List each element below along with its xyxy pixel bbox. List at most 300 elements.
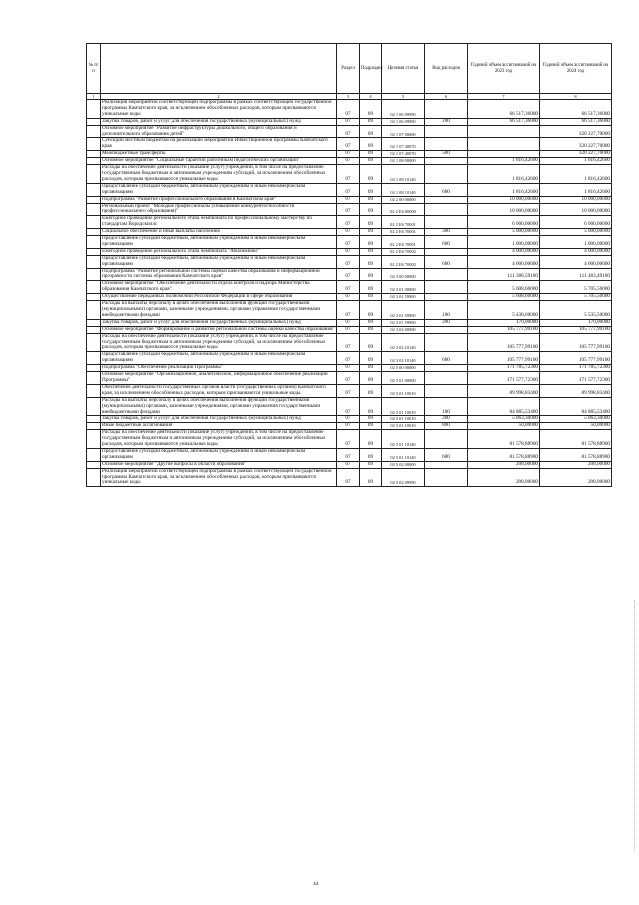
- row-amount-2023: 170,00000: [468, 319, 540, 326]
- row-podrazdel: 09: [360, 125, 382, 138]
- row-num: [87, 416, 101, 423]
- row-podrazdel: 09: [360, 281, 382, 294]
- table-row: [87, 333, 612, 352]
- row-vid: [425, 294, 468, 301]
- row-target-code: 02 5 01 10010: [382, 384, 425, 397]
- row-amount-2024: 1 816,42600: [540, 183, 612, 196]
- row-vid: [425, 384, 468, 397]
- row-amount-2023: 208,00000: [468, 461, 540, 468]
- row-name: Реализация мероприятий соответствующей подпрограммы в рамках соответствующей государственной программы Камчатского края, за исключением обособленных расходов, которым присваиваются уникальные коды: [101, 468, 337, 487]
- row-name: Ежегодное проведение регионального этапа чемпионата "Абилимпикс": [101, 248, 337, 255]
- row-target-code: 02 5 01 10140: [382, 430, 425, 449]
- row-name: Предоставление субсидий бюджетным, автономным учреждениям и иным некоммерческим организациям: [101, 255, 337, 268]
- row-target-code: 02 1 07 40070: [382, 151, 425, 158]
- table-row: [87, 430, 612, 449]
- row-amount-2024: 208,00000: [540, 468, 612, 487]
- row-name: Закупка товаров, работ и услуг для обеспечения государственных (муниципальных) нужд: [101, 319, 337, 326]
- row-num: [87, 281, 101, 294]
- table-row: [87, 281, 612, 294]
- row-razdel: 07: [337, 384, 360, 397]
- row-podrazdel: 09: [360, 255, 382, 268]
- row-target-code: 02 2 E6 70001: [382, 229, 425, 236]
- table-row: [87, 448, 612, 461]
- row-razdel: 07: [337, 248, 360, 255]
- row-amount-2024: 66 517,36000: [540, 118, 612, 125]
- row-amount-2024: 171 577,72300: [540, 372, 612, 385]
- row-vid: 600: [425, 236, 468, 249]
- row-name: Предоставление субсидий бюджетным, автономным учреждениям и иным некоммерческим организациям: [101, 236, 337, 249]
- row-podrazdel: 09: [360, 183, 382, 196]
- row-amount-2024: 5 000,00000: [540, 229, 612, 236]
- row-target-code: 02 3 01 59900: [382, 294, 425, 301]
- row-num: [87, 384, 101, 397]
- row-name: Расходы на обеспечение деятельности (оказание услуг) учреждений, в том числе на предоставление государственным бюджетным и автономным учреждениям субсидий, за исключением обособленных расходов, которым присваиваются уникальные коды: [101, 430, 337, 449]
- row-razdel: 07: [337, 423, 360, 430]
- row-amount-2024: 6 000,00000: [540, 216, 612, 229]
- row-podrazdel: 09: [360, 365, 382, 372]
- row-podrazdel: 09: [360, 326, 382, 333]
- row-amount-2023: 1 816,42600: [468, 165, 540, 184]
- row-amount-2023: 89 998,83400: [468, 384, 540, 397]
- row-vid: 500: [425, 151, 468, 158]
- row-num: [87, 203, 101, 216]
- row-vid: [425, 100, 468, 119]
- row-podrazdel: 09: [360, 118, 382, 125]
- row-podrazdel: 09: [360, 100, 382, 119]
- row-amount-2023: 5 608,60000: [468, 294, 540, 301]
- row-vid: [425, 468, 468, 487]
- row-amount-2024: 1 816,42600: [540, 165, 612, 184]
- row-razdel: 07: [337, 416, 360, 423]
- row-amount-2024: 84 885,53400: [540, 397, 612, 416]
- row-vid: [425, 216, 468, 229]
- row-amount-2023: 5 000,00000: [468, 229, 540, 236]
- row-num: [87, 430, 101, 449]
- row-target-code: 02 5 01 00000: [382, 372, 425, 385]
- row-podrazdel: 09: [360, 216, 382, 229]
- row-amount-2023: 1 816,42600: [468, 183, 540, 196]
- row-amount-2023: 105 777,99100: [468, 352, 540, 365]
- row-num: [87, 423, 101, 430]
- header-num: № п/п: [87, 44, 101, 94]
- row-amount-2024: 5 063,30000: [540, 416, 612, 423]
- row-podrazdel: 09: [360, 248, 382, 255]
- row-num: [87, 158, 101, 165]
- row-vid: 800: [425, 423, 468, 430]
- row-target-code: 02 2 E6 70002: [382, 255, 425, 268]
- row-razdel: 07: [337, 216, 360, 229]
- row-amount-2023: 84 885,53400: [468, 397, 540, 416]
- row-target-code: 02 5 01 10010: [382, 397, 425, 416]
- header-name: [101, 44, 337, 94]
- row-amount-2024: 4 000,00000: [540, 255, 612, 268]
- row-amount-2023: 4 000,00000: [468, 255, 540, 268]
- row-vid: 200: [425, 319, 468, 326]
- row-name: Основное мероприятие "Формирование и развитие региональной системы оценки качества образования": [102, 325, 335, 332]
- row-amount-2023: 1 000,00000: [468, 236, 540, 249]
- row-target-code: 02 1 06 09990: [382, 118, 425, 125]
- row-podrazdel: 09: [360, 229, 382, 236]
- row-podrazdel: 09: [360, 294, 382, 301]
- budget-table: [86, 43, 612, 487]
- row-razdel: 07: [337, 365, 360, 372]
- row-amount-2023: 1 816,42600: [468, 158, 540, 165]
- row-amount-2023: 111 386,59100: [468, 268, 540, 281]
- row-amount-2023: 4 000,00000: [468, 248, 540, 255]
- row-name: Предоставление субсидий бюджетным, автономным учреждениям и иным некоммерческим организациям: [101, 183, 337, 196]
- table-row: [87, 165, 612, 184]
- header-vid: Вид расходов: [425, 44, 468, 94]
- row-podrazdel: 09: [360, 151, 382, 158]
- row-razdel: 07: [337, 281, 360, 294]
- row-num: [87, 165, 101, 184]
- row-amount-2023: 5 608,60000: [468, 281, 540, 294]
- row-name: Расходы на выплаты персоналу в целях обеспечения выполнения функций государственными (муниципальными) органами, казенными учреждениями, органами управления государственными внебюджетными фондами: [101, 301, 337, 320]
- row-target-code: 02 2 E6 70002: [382, 248, 425, 255]
- row-vid: [425, 268, 468, 281]
- row-amount-2024: 1 000,00000: [540, 236, 612, 249]
- header-podrazdel: Подраздел: [360, 44, 382, 94]
- row-target-code: 02 2 E6 00000: [382, 203, 425, 216]
- table-row: [87, 255, 612, 268]
- row-num: [87, 468, 101, 487]
- row-target-code: 02 3 00 00000: [382, 268, 425, 281]
- header-razdel: Раздел: [337, 44, 360, 94]
- row-razdel: 07: [337, 372, 360, 385]
- row-name: Подпрограмма "Развитие региональной системы оценки качества образования и информационной прозрачности системы образования Камчатского края": [101, 268, 337, 281]
- row-num: [87, 301, 101, 320]
- row-num: [87, 365, 101, 372]
- row-vid: 600: [425, 255, 468, 268]
- row-razdel: 07: [337, 255, 360, 268]
- row-target-code: 02 2 E6 70001: [382, 236, 425, 249]
- row-podrazdel: 09: [360, 384, 382, 397]
- row-num: [87, 196, 101, 203]
- row-amount-2023: 105 777,99100: [468, 326, 540, 333]
- row-num: [87, 229, 101, 236]
- row-amount-2024: 111 483,49100: [540, 268, 612, 281]
- row-podrazdel: 09: [360, 301, 382, 320]
- row-target-code: 02 3 01 59900: [382, 301, 425, 320]
- row-name: Основное мероприятие "Социальные гарантии работникам педагогических организаций": [101, 158, 337, 165]
- row-target-code: 02 1 08 00000: [382, 158, 425, 165]
- row-amount-2023: 81 578,88900: [468, 448, 540, 461]
- row-vid: [425, 461, 468, 468]
- row-vid: [425, 203, 468, 216]
- row-name: Предоставление субсидий бюджетным, автономным учреждениям и иным некоммерческим организациям: [101, 352, 337, 365]
- row-target-code: 02 5 01 10140: [382, 448, 425, 461]
- row-name: Подпрограмма "Обеспечение реализации Программы": [101, 365, 337, 372]
- column-number: 2: [101, 94, 337, 100]
- row-razdel: 07: [337, 229, 360, 236]
- row-razdel: 07: [337, 294, 360, 301]
- row-target-code: 02 2 00 00000: [382, 196, 425, 203]
- row-vid: [425, 196, 468, 203]
- row-name: Реализация мероприятий соответствующей подпрограммы в рамках соответствующей государственной программы Камчатского края, за исключением обособленных расходов, которым присваиваются уникальные коды: [101, 100, 337, 119]
- row-target-code: 02 3 02 10140: [382, 333, 425, 352]
- row-target-code: 02 5 00 00000: [382, 365, 425, 372]
- row-podrazdel: 09: [360, 372, 382, 385]
- row-num: [87, 118, 101, 125]
- column-number: 6: [425, 94, 468, 100]
- row-podrazdel: 09: [360, 203, 382, 216]
- row-razdel: 07: [337, 183, 360, 196]
- row-amount-2023: 81 578,88900: [468, 430, 540, 449]
- row-num: [87, 183, 101, 196]
- row-name: Межбюджетные трансферты: [101, 151, 337, 158]
- table-row: [87, 196, 612, 203]
- column-number: 7: [468, 94, 540, 100]
- row-name: Расходы на обеспечение деятельности (оказание услуг) учреждений, в том числе на предоставление государственным бюджетным и автономным учреждениям субсидий, за исключением обособленных расходов, которым присваиваются уникальные коды: [101, 165, 337, 184]
- row-name: Расходы на обеспечение деятельности (оказание услуг) учреждений, в том числе на предоставление государственным бюджетным и автономным учреждениям субсидий, за исключением обособленных расходов, которым присваиваются уникальные коды: [101, 333, 337, 352]
- table-row: [87, 468, 612, 487]
- row-razdel: 07: [337, 468, 360, 487]
- row-vid: 200: [425, 416, 468, 423]
- row-vid: [425, 125, 468, 138]
- header-row: [87, 44, 612, 94]
- row-vid: 600: [425, 448, 468, 461]
- row-amount-2023: 66 517,36000: [468, 100, 540, 119]
- row-amount-2024: 4 000,00000: [540, 248, 612, 255]
- row-name: Основное мероприятие "Организационное, аналитическое, информационное обеспечение реализации Программы": [101, 372, 337, 385]
- row-target-code: 02 5 02 00000: [382, 461, 425, 468]
- row-num: [87, 333, 101, 352]
- row-amount-2024: 5 705,50000: [540, 281, 612, 294]
- table-row: [87, 268, 612, 281]
- row-num: [87, 397, 101, 416]
- row-target-code: 02 1 08 10140: [382, 183, 425, 196]
- row-vid: [425, 165, 468, 184]
- table-row: [87, 372, 612, 385]
- row-name: Расходы на выплаты персоналу в целях обеспечения выполнения функций государственными (муниципальными) органами, казенными учреждениями, органами управления государственными внебюджетными фондами: [101, 397, 337, 416]
- row-amount-2023: 6 000,00000: [468, 216, 540, 229]
- row-podrazdel: 09: [360, 268, 382, 281]
- row-amount-2024: 320 227,70000: [540, 138, 612, 151]
- row-vid: [425, 372, 468, 385]
- row-amount-2024: 105 777,99100: [540, 352, 612, 365]
- row-amount-2024: 10 000,00000: [540, 196, 612, 203]
- row-amount-2024: 170,00000: [540, 319, 612, 326]
- row-name: Осуществление переданных полномочий Российской Федерации в сфере образования: [101, 294, 337, 301]
- row-name: Подпрограмма "Развитие профессионального образования в Камчатском крае": [101, 196, 337, 203]
- row-amount-2024: 10 000,00000: [540, 203, 612, 216]
- row-amount-2024: 81 578,88900: [540, 430, 612, 449]
- row-amount-2023: [468, 125, 540, 138]
- page-number: 44: [313, 881, 319, 887]
- row-amount-2023: 50,00000: [468, 423, 540, 430]
- row-razdel: 07: [337, 301, 360, 320]
- row-amount-2024: 81 578,88900: [540, 448, 612, 461]
- row-target-code: 02 5 01 10010: [382, 416, 425, 423]
- row-num: [87, 216, 101, 229]
- row-num: [87, 372, 101, 385]
- row-podrazdel: 09: [360, 416, 382, 423]
- row-num: [87, 248, 101, 255]
- row-razdel: 07: [337, 319, 360, 326]
- row-vid: 600: [425, 183, 468, 196]
- row-amount-2023: 105 777,99100: [468, 333, 540, 352]
- table-row: [87, 236, 612, 249]
- row-name: Основное мероприятие "Другие вопросы в области образования": [101, 461, 337, 468]
- row-amount-2023: [468, 138, 540, 151]
- row-name: Субсидии местным бюджетам на реализацию мероприятий Инвестиционной программы Камчатского края: [101, 138, 337, 151]
- row-podrazdel: 09: [360, 196, 382, 203]
- row-name: Ежегодное проведение регионального этапа чемпионата по профессиональному мастерству по стандартам Ворлдскиллс: [101, 216, 337, 229]
- row-podrazdel: 09: [360, 138, 382, 151]
- row-num: [87, 448, 101, 461]
- row-amount-2023: 171 577,72300: [468, 372, 540, 385]
- table-row: [87, 183, 612, 196]
- table-row: [87, 216, 612, 229]
- row-num: [87, 125, 101, 138]
- row-target-code: 02 3 01 59900: [382, 319, 425, 326]
- row-razdel: 07: [337, 151, 360, 158]
- row-amount-2024: 66 517,36000: [540, 100, 612, 119]
- row-podrazdel: 09: [360, 397, 382, 416]
- row-target-code: 02 1 06 09990: [382, 100, 425, 119]
- row-razdel: 07: [337, 138, 360, 151]
- row-num: [87, 255, 101, 268]
- row-razdel: 07: [337, 125, 360, 138]
- table-row: [87, 301, 612, 320]
- row-amount-2024: 105 777,99100: [540, 333, 612, 352]
- row-vid: [425, 365, 468, 372]
- row-razdel: 07: [337, 236, 360, 249]
- row-amount-2024: 320 227,70000: [540, 151, 612, 158]
- row-target-code: 02 3 02 10140: [382, 352, 425, 365]
- row-target-code: 02 1 07 00000: [382, 125, 425, 138]
- row-amount-2023: 10 000,00000: [468, 203, 540, 216]
- row-amount-2023: 208,00000: [468, 468, 540, 487]
- header-2024: Годовой объем ассигнований на 2024 год: [540, 44, 612, 94]
- row-amount-2024: 105 777,99100: [540, 326, 612, 333]
- scan-edge-mark: [634, 600, 637, 850]
- row-podrazdel: 09: [360, 468, 382, 487]
- row-podrazdel: 09: [360, 352, 382, 365]
- row-amount-2024: 320 227,70000: [540, 125, 612, 138]
- row-num: [87, 138, 101, 151]
- column-number: 8: [540, 94, 612, 100]
- row-vid: 600: [425, 352, 468, 365]
- row-num: [87, 326, 101, 333]
- row-name: Основное мероприятие "Развитие инфраструктуры дошкольного, общего образования и дополнительного образования детей": [101, 125, 337, 138]
- row-num: [87, 268, 101, 281]
- row-amount-2024: 1 816,42600: [540, 158, 612, 165]
- row-amount-2024: 50,00000: [540, 423, 612, 430]
- table-row: [87, 384, 612, 397]
- row-name: Основное мероприятие "Обеспечение деятельности отдела контроля и надзора Министерства образования Камчатского края": [101, 281, 337, 294]
- row-name: Обеспечение деятельности государственных органов власти (государственных органов) Камчатского края, за исключением обособленных расходов, которым присваиваются уникальные коды.: [101, 384, 337, 397]
- row-razdel: 07: [337, 203, 360, 216]
- row-vid: [425, 138, 468, 151]
- row-num: [87, 461, 101, 468]
- column-number: 5: [382, 94, 425, 100]
- row-vid: 100: [425, 397, 468, 416]
- row-vid: [425, 248, 468, 255]
- row-target-code: 02 1 07 40070: [382, 138, 425, 151]
- row-podrazdel: 09: [360, 423, 382, 430]
- row-target-code: 02 5 01 10010: [382, 423, 425, 430]
- row-vid: 100: [425, 301, 468, 320]
- row-num: [87, 319, 101, 326]
- row-podrazdel: 09: [360, 236, 382, 249]
- row-target-code: 02 2 E6 70001: [382, 216, 425, 229]
- row-razdel: 07: [337, 333, 360, 352]
- row-podrazdel: 09: [360, 158, 382, 165]
- row-amount-2024: 5 535,50000: [540, 301, 612, 320]
- row-target-code: 02 5 02 09990: [382, 468, 425, 487]
- row-razdel: 07: [337, 196, 360, 203]
- row-name: Региональный проект "Молодые профессионалы (Повышение конкурентоспособности профессионального образования)": [101, 203, 337, 216]
- table-row: [87, 100, 612, 119]
- row-razdel: 07: [337, 118, 360, 125]
- row-amount-2023: 66 517,36000: [468, 118, 540, 125]
- column-number: 1: [87, 94, 101, 100]
- row-vid: 200: [425, 118, 468, 125]
- row-podrazdel: 09: [360, 461, 382, 468]
- table-row: [87, 138, 612, 151]
- row-razdel: 07: [337, 326, 360, 333]
- row-num: [87, 236, 101, 249]
- row-vid: 300: [425, 229, 468, 236]
- row-razdel: 07: [337, 430, 360, 449]
- row-amount-2024: 171 785,72300: [540, 365, 612, 372]
- row-amount-2024: 208,00000: [540, 461, 612, 468]
- row-num: [87, 352, 101, 365]
- table-row: [87, 397, 612, 416]
- row-podrazdel: 09: [360, 430, 382, 449]
- table-row: [87, 352, 612, 365]
- row-amount-2023: 5 438,60000: [468, 301, 540, 320]
- row-razdel: 07: [337, 461, 360, 468]
- row-name: Социальное обеспечение и иные выплаты населению: [101, 229, 337, 236]
- row-amount-2024: 5 705,50000: [540, 294, 612, 301]
- row-amount-2023: 171 785,72300: [468, 365, 540, 372]
- row-razdel: 07: [337, 448, 360, 461]
- row-target-code: 02 3 01 00000: [382, 281, 425, 294]
- row-podrazdel: 09: [360, 448, 382, 461]
- row-razdel: 07: [337, 100, 360, 119]
- column-number: 4: [360, 94, 382, 100]
- row-num: [87, 100, 101, 119]
- column-number: 3: [337, 94, 360, 100]
- row-name: Закупка товаров, работ и услуг для обеспечения государственных (муниципальных) нужд: [101, 416, 337, 423]
- row-name: Предоставление субсидий бюджетным, автономным учреждениям и иным некоммерческим организациям: [101, 448, 337, 461]
- row-razdel: 07: [337, 158, 360, 165]
- row-podrazdel: 09: [360, 319, 382, 326]
- row-target-code: 02 1 08 10140: [382, 165, 425, 184]
- row-vid: [425, 326, 468, 333]
- row-amount-2023: 5 063,30000: [468, 416, 540, 423]
- row-vid: [425, 158, 468, 165]
- row-podrazdel: 09: [360, 165, 382, 184]
- header-2023: Годовой объем ассигнований на 2023 год: [468, 44, 540, 94]
- row-amount-2024: 89 998,83400: [540, 384, 612, 397]
- row-razdel: 07: [337, 165, 360, 184]
- row-razdel: 07: [337, 397, 360, 416]
- row-num: [87, 294, 101, 301]
- row-num: [87, 151, 101, 158]
- row-amount-2023: 10 000,00000: [468, 196, 540, 203]
- row-target-code: 02 3 02 00000: [382, 326, 425, 333]
- budget-table-page: [86, 43, 611, 487]
- row-razdel: 07: [337, 268, 360, 281]
- header-target: Целевая статья: [382, 44, 425, 94]
- row-name: Закупка товаров, работ и услуг для обеспечения государственных (муниципальных) нужд: [101, 118, 337, 125]
- row-vid: [425, 333, 468, 352]
- table-row: [87, 203, 612, 216]
- row-razdel: 07: [337, 352, 360, 365]
